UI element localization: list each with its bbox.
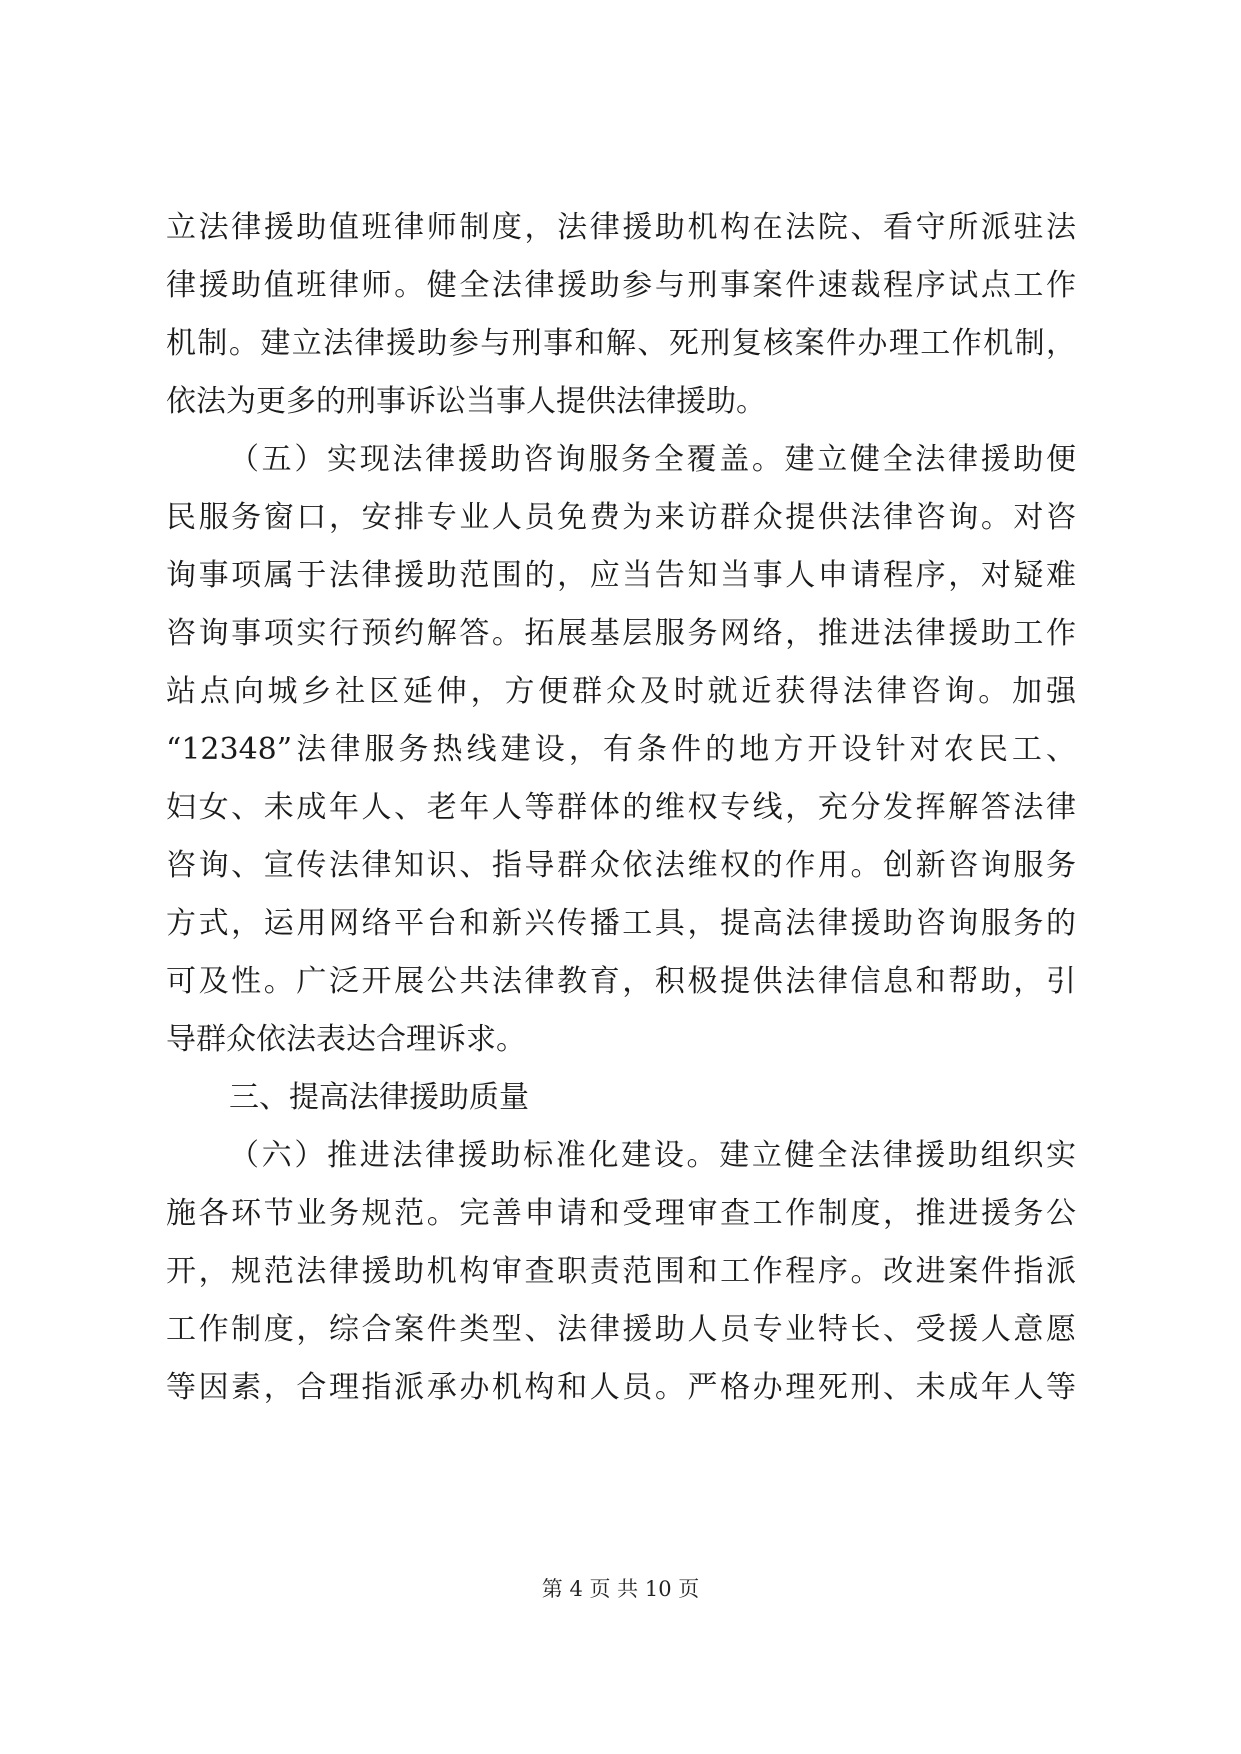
text-line: 等因素，合理指派承办机构和人员。严格办理死刑、未成年人等 <box>166 1370 1076 1405</box>
text-line: “12348”法律服务热线建设，有条件的地方开设针对农民工、 <box>166 732 1076 767</box>
text-line: 律援助值班律师。健全法律援助参与刑事案件速裁程序试点工作 <box>166 268 1076 303</box>
text-line: 咨询、宣传法律知识、指导群众依法维权的作用。创新咨询服务 <box>166 848 1076 883</box>
text-line: 导群众依法表达合理诉求。 <box>166 1022 526 1057</box>
paragraph-heading-6: （六）推进法律援助标准化建设。建立健全法律援助组织实 <box>229 1138 1076 1173</box>
text-line: 施各环节业务规范。完善申请和受理审查工作制度，推进援务公 <box>166 1196 1076 1231</box>
text-line: 民服务窗口，安排专业人员免费为来访群众提供法律咨询。对咨 <box>166 500 1076 535</box>
text-line: 立法律援助值班律师制度，法律援助机构在法院、看守所派驻法 <box>166 210 1076 245</box>
section-heading: 三、提高法律援助质量 <box>229 1080 529 1115</box>
text-line: 依法为更多的刑事诉讼当事人提供法律援助。 <box>166 384 766 419</box>
page-number-footer: 第 4 页 共 10 页 <box>541 1577 700 1601</box>
text-line: 站点向城乡社区延伸，方便群众及时就近获得法律咨询。加强 <box>166 674 1076 709</box>
text-line: 妇女、未成年人、老年人等群体的维权专线，充分发挥解答法律 <box>166 790 1076 825</box>
text-line: 咨询事项实行预约解答。拓展基层服务网络，推进法律援助工作 <box>166 616 1076 651</box>
text-line: 可及性。广泛开展公共法律教育，积极提供法律信息和帮助，引 <box>166 964 1076 999</box>
text-line: 开，规范法律援助机构审查职责范围和工作程序。改进案件指派 <box>166 1254 1076 1289</box>
text-line: 机制。建立法律援助参与刑事和解、死刑复核案件办理工作机制， <box>166 326 1076 361</box>
text-line: 工作制度，综合案件类型、法律援助人员专业特长、受援人意愿 <box>166 1312 1076 1347</box>
text-line: 方式，运用网络平台和新兴传播工具，提高法律援助咨询服务的 <box>166 906 1076 941</box>
paragraph-heading-5: （五）实现法律援助咨询服务全覆盖。建立健全法律援助便 <box>229 442 1076 477</box>
text-line: 询事项属于法律援助范围的，应当告知当事人申请程序，对疑难 <box>166 558 1076 593</box>
